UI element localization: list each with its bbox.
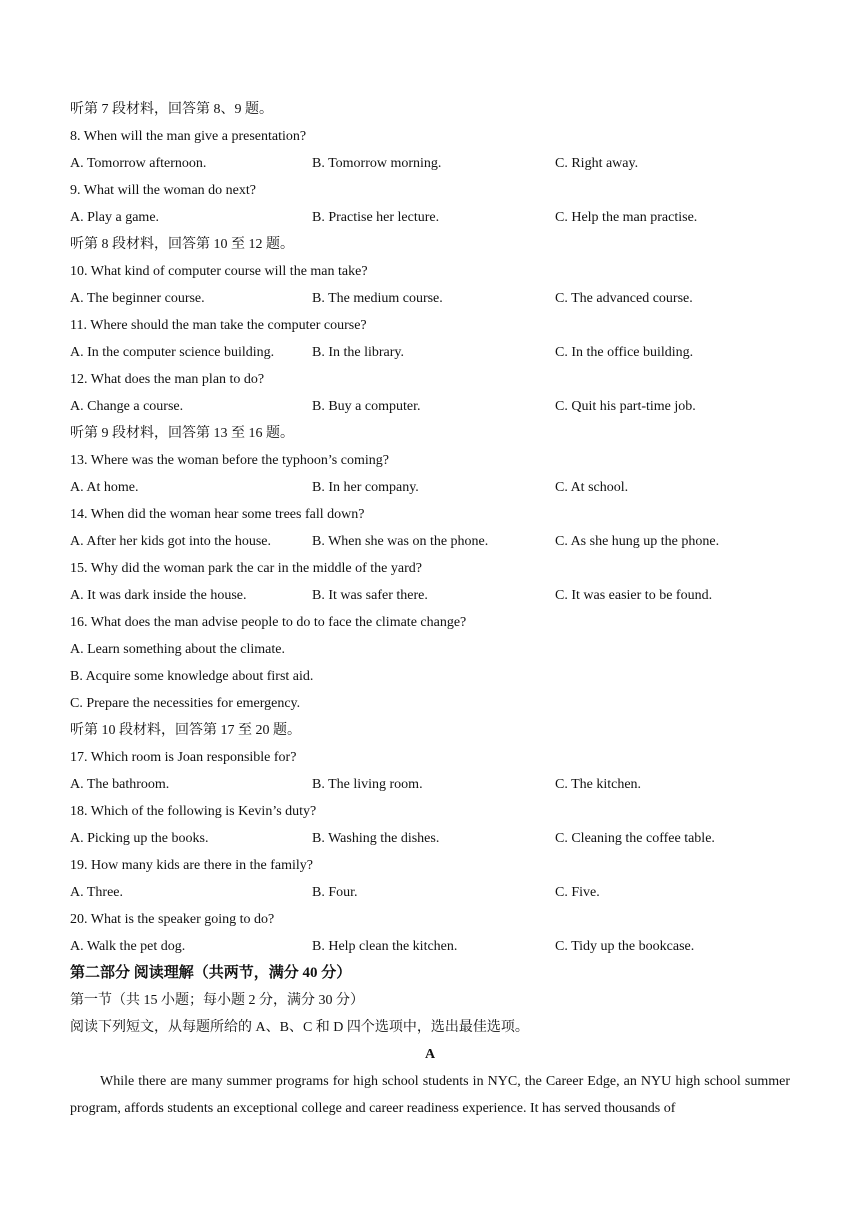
question-10-stem: 10. What kind of computer course will the man take? bbox=[70, 264, 368, 279]
q8-option-a: A. Tomorrow afternoon. bbox=[70, 156, 207, 171]
passage-paragraph: While there are many summer programs for high school students in NYC, the Career Edge, an NYU high school summer program, affords students an exceptional college and career readiness experience. It has served thousands of bbox=[70, 1074, 790, 1116]
section-1-heading: 第一节（共 15 小题；每小题 2 分，满分 30 分） bbox=[70, 993, 364, 1008]
q8-option-b: B. Tomorrow morning. bbox=[312, 156, 442, 171]
q13-option-b: B. In her company. bbox=[312, 480, 419, 495]
q18-option-b: B. Washing the dishes. bbox=[312, 831, 440, 846]
group-9-instruction: 听第 9 段材料，回答第 13 至 16 题。 bbox=[70, 426, 294, 441]
question-19-options bbox=[70, 879, 790, 906]
q12-option-c: C. Quit his part-time job. bbox=[555, 399, 696, 414]
q13-option-a: A. At home. bbox=[70, 480, 139, 495]
question-12-stem: 12. What does the man plan to do? bbox=[70, 372, 265, 387]
reading-instruction: 阅读下列短文，从每题所给的 A、B、C 和 D 四个选项中，选出最佳选项。 bbox=[70, 1020, 529, 1035]
question-16-stem: 16. What does the man advise people to do to face the climate change? bbox=[70, 615, 467, 630]
q15-option-c: C. It was easier to be found. bbox=[555, 588, 713, 603]
q9-option-a: A. Play a game. bbox=[70, 210, 160, 225]
question-11-options bbox=[70, 339, 790, 366]
question-9-options bbox=[70, 204, 790, 231]
q12-option-a: A. Change a course. bbox=[70, 399, 184, 414]
question-17-stem: 17. Which room is Joan responsible for? bbox=[70, 750, 297, 765]
q14-option-c: C. As she hung up the phone. bbox=[555, 534, 720, 549]
q14-option-b: B. When she was on the phone. bbox=[312, 534, 489, 549]
q17-option-a: A. The bathroom. bbox=[70, 777, 170, 792]
question-12-options bbox=[70, 393, 790, 420]
q18-option-c: C. Cleaning the coffee table. bbox=[555, 831, 715, 846]
q16-option-c: C. Prepare the necessities for emergency. bbox=[70, 696, 301, 711]
q11-option-a: A. In the computer science building. bbox=[70, 345, 275, 360]
question-10-options bbox=[70, 285, 790, 312]
q17-option-b: B. The living room. bbox=[312, 777, 423, 792]
question-19-stem: 19. How many kids are there in the family? bbox=[70, 858, 313, 873]
q20-option-b: B. Help clean the kitchen. bbox=[312, 939, 458, 954]
q11-option-c: C. In the office building. bbox=[555, 345, 694, 360]
question-14-options bbox=[70, 528, 790, 555]
question-14-stem: 14. When did the woman hear some trees fall down? bbox=[70, 507, 365, 522]
q19-option-a: A. Three. bbox=[70, 885, 123, 900]
passage-label: A bbox=[424, 1047, 436, 1062]
group-10-instruction: 听第 10 段材料，回答第 17 至 20 题。 bbox=[70, 723, 301, 738]
question-15-options bbox=[70, 582, 790, 609]
question-9-stem: 9. What will the woman do next? bbox=[70, 183, 256, 198]
group-7-instruction: 听第 7 段材料，回答第 8、9 题。 bbox=[70, 102, 273, 117]
question-15-stem: 15. Why did the woman park the car in the middle of the yard? bbox=[70, 561, 422, 576]
question-13-options bbox=[70, 474, 790, 501]
exam-page bbox=[70, 96, 790, 1122]
q9-option-b: B. Practise her lecture. bbox=[312, 210, 440, 225]
q19-option-b: B. Four. bbox=[312, 885, 358, 900]
q16-option-a: A. Learn something about the climate. bbox=[70, 642, 285, 657]
q10-option-b: B. The medium course. bbox=[312, 291, 443, 306]
q19-option-c: C. Five. bbox=[555, 885, 600, 900]
q15-option-b: B. It was safer there. bbox=[312, 588, 428, 603]
question-13-stem: 13. Where was the woman before the typhoon’s coming? bbox=[70, 453, 389, 468]
question-20-options bbox=[70, 933, 790, 960]
q11-option-b: B. In the library. bbox=[312, 345, 405, 360]
q20-option-a: A. Walk the pet dog. bbox=[70, 939, 186, 954]
group-8-instruction: 听第 8 段材料，回答第 10 至 12 题。 bbox=[70, 237, 294, 252]
q15-option-a: A. It was dark inside the house. bbox=[70, 588, 247, 603]
q9-option-c: C. Help the man practise. bbox=[555, 210, 698, 225]
question-8-options bbox=[70, 150, 790, 177]
q18-option-a: A. Picking up the books. bbox=[70, 831, 209, 846]
q16-option-b: B. Acquire some knowledge about first aid. bbox=[70, 669, 314, 684]
q8-option-c: C. Right away. bbox=[555, 156, 639, 171]
q12-option-b: B. Buy a computer. bbox=[312, 399, 421, 414]
question-11-stem: 11. Where should the man take the computer course? bbox=[70, 318, 367, 333]
q10-option-a: A. The beginner course. bbox=[70, 291, 205, 306]
q10-option-c: C. The advanced course. bbox=[555, 291, 693, 306]
question-8-stem: 8. When will the man give a presentation? bbox=[70, 129, 307, 144]
q14-option-a: A. After her kids got into the house. bbox=[70, 534, 272, 549]
part-2-heading: 第二部分 阅读理解（共两节，满分 40 分） bbox=[70, 965, 352, 981]
question-18-options bbox=[70, 825, 790, 852]
question-20-stem: 20. What is the speaker going to do? bbox=[70, 912, 275, 927]
q17-option-c: C. The kitchen. bbox=[555, 777, 642, 792]
question-18-stem: 18. Which of the following is Kevin’s duty? bbox=[70, 804, 317, 819]
q13-option-c: C. At school. bbox=[555, 480, 629, 495]
q20-option-c: C. Tidy up the bookcase. bbox=[555, 939, 695, 954]
question-17-options bbox=[70, 771, 790, 798]
